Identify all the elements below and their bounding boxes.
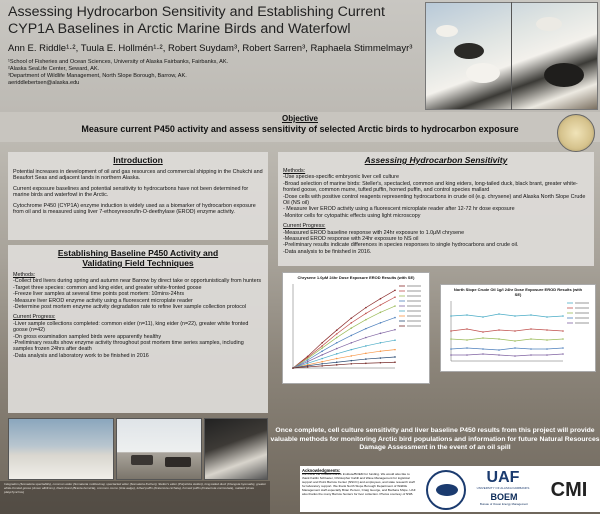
data-point: [365, 353, 367, 355]
bird-shape: [436, 25, 458, 37]
legend-label-placeholder: [575, 302, 589, 304]
data-point: [380, 312, 382, 314]
bird-shape: [536, 17, 562, 31]
logo-whale-shape: [436, 484, 458, 496]
data-point: [498, 349, 500, 351]
boem-logo: [478, 492, 530, 512]
data-point: [514, 340, 516, 342]
baseline-progress-label: Current Progress:: [13, 314, 56, 321]
affiliation-1: ¹School of Fisheries and Ocean Sciences, University of Alaska Fairbanks, Fairbanks, AK.: [8, 59, 229, 65]
photo-divider: [511, 2, 512, 110]
data-point: [514, 347, 516, 349]
data-point: [394, 329, 396, 331]
data-point: [466, 354, 468, 356]
boem-logo-subtext: Bureau of Ocean Energy Management: [480, 502, 528, 506]
objective-text: Measure current P450 activity and assess sensitivity of selected Arctic birds to hydrocarbon exposure: [81, 124, 519, 134]
conclusion-text: Once complete, cell culture sensitivity and liver baseline P450 results from this project will provide valuable methods for monitoring Arctic bird populations and information for future Natural Resources Damage Assessment in the event of an oil spill: [270, 427, 600, 452]
sensitivity-heading: Assessing Hydrocarbon Sensitivity: [364, 155, 508, 165]
legend-label-placeholder: [575, 307, 589, 309]
data-point: [482, 337, 484, 339]
data-point: [450, 348, 452, 350]
data-point: [514, 355, 516, 357]
uaf-logo-subtext: UNIVERSITY OF ALASKA FAIRBANKS: [476, 486, 530, 490]
data-point: [466, 314, 468, 316]
data-point: [466, 328, 468, 330]
sensitivity-progress-item: -Measured EROD response with 24hr exposure to NS oil: [283, 236, 419, 243]
legend-label-placeholder: [575, 312, 589, 314]
logos-panel: [420, 466, 600, 512]
data-point: [321, 347, 323, 349]
data-point: [350, 360, 352, 362]
legend-label-placeholder: [407, 320, 421, 322]
uaf-logo-text: UAF: [486, 469, 520, 486]
acknowledgments-heading: Acknowledgments:: [302, 468, 341, 473]
sealife-center-logo: [426, 470, 466, 510]
legend-label-placeholder: [407, 310, 421, 312]
baseline-progress-item: -Preliminary results show enzyme activity throughout post mortem time series samples, including samples frozen 24hrs after death: [13, 340, 244, 353]
data-point: [336, 353, 338, 355]
intro-paragraph: Current exposure baselines and potential sensitivity to hydrocarbons have not been determined for marine birds and waterfowl in the Arctic.: [13, 185, 249, 199]
legend-label-placeholder: [575, 317, 589, 319]
data-point: [336, 358, 338, 360]
data-point: [482, 353, 484, 355]
baseline-heading-line1: Establishing Baseline P450 Activity and: [57, 248, 219, 258]
data-point: [562, 353, 564, 355]
data-point: [307, 358, 309, 360]
cmi-logo: CMI: [550, 479, 588, 501]
data-point: [307, 362, 309, 364]
data-point: [546, 348, 548, 350]
contact-email: aeriddlebertsen@alaska.edu: [8, 80, 80, 86]
data-point: [530, 338, 532, 340]
data-point: [450, 354, 452, 356]
data-point: [336, 361, 338, 363]
data-point: [450, 338, 452, 340]
data-point: [350, 317, 352, 319]
data-point: [546, 316, 548, 318]
baseline-progress-item: -Data analysis and laboratory work to be finished in 2016: [13, 352, 149, 359]
chrysene-chart-plot: [283, 280, 429, 376]
data-point: [380, 342, 382, 344]
data-point: [562, 330, 564, 332]
legend-label-placeholder: [407, 315, 421, 317]
data-point: [321, 363, 323, 365]
data-point: [514, 315, 516, 317]
poster-title: Assessing Hydrocarbon Sensitivity and Establishing Current CYP1A Baselines in Arctic Marine Birds and Waterfowl: [8, 4, 385, 37]
data-point: [350, 327, 352, 329]
data-point: [450, 330, 452, 332]
data-point: [321, 358, 323, 360]
series-line-1: [451, 329, 563, 332]
affiliation-3: ³Department of Wildlife Management, North Slope Borough, Barrow, AK.: [8, 73, 187, 79]
data-point: [394, 361, 396, 363]
legend-label-placeholder: [575, 322, 589, 324]
data-point: [365, 307, 367, 309]
sensitivity-method-item: -Broad selection of marine birds: Steller's, spectacled, common and king eiders, long-tailed duck, black brant, greater white-fronted goose, common murre, tufted puffin, horned puffin, and control species mallard: [283, 180, 578, 194]
chart-title: Chrysene 1.0μM 24hr Dose Exposure EROD Results (with SE): [297, 275, 415, 280]
data-point: [321, 354, 323, 356]
data-point: [292, 367, 294, 369]
data-point: [546, 339, 548, 341]
baseline-progress-item: -Liver sample collections completed: common eider (n=11), king eider (n=22), greater white fronted goose (n=42): [13, 320, 249, 334]
cell-culture-micrograph: [557, 114, 595, 152]
chart-title: North Slope Crude Oil 1g/l 24hr Dose Exposure EROD Results (with SE): [453, 287, 583, 297]
bird-shape: [544, 63, 584, 87]
intro-paragraph: Cytochrome P450 (CYP1A) enzyme induction is widely used as a biomarker of hydrocarbon exposure from oil and is measured using liver 7-ethoxyresorufin-O-deethylase (EROD) enzyme activity.: [13, 202, 256, 216]
data-point: [546, 354, 548, 356]
vehicle-shape: [131, 455, 153, 465]
sensitivity-section: [278, 152, 594, 266]
uaf-logo: [472, 470, 534, 492]
data-point: [450, 315, 452, 317]
series-line-5: [293, 340, 395, 368]
data-point: [350, 322, 352, 324]
legend-label-placeholder: [407, 300, 421, 302]
data-point: [498, 329, 500, 331]
data-point: [466, 339, 468, 341]
tundra-landscape-photo: [8, 418, 114, 480]
data-point: [530, 328, 532, 330]
data-point: [336, 333, 338, 335]
species-caption: Integration (Somateria spectabilis), common eider (Somateria mollissima), spectacled eider (Somateria fischeri), Steller's eider (Polysticta stelleri), long-tailed duck (Clangula hyemalis), greater white-fronted goose (Anser albifrons), black brant (Branta bernicla), common murre (Uria aalge), tufted puffin (Fratercula cirrhata), horned puffin (Fratercula corniculata), mallard (Anas platyrhynchos): [0, 481, 270, 514]
sensitivity-methods-label: Methods:: [283, 168, 306, 174]
data-point: [350, 335, 352, 337]
data-point: [562, 338, 564, 340]
data-point: [394, 317, 396, 319]
data-point: [336, 337, 338, 339]
data-point: [350, 355, 352, 357]
legend-label-placeholder: [407, 305, 421, 307]
chrysene-chart: [282, 272, 430, 384]
field-vehicles-photo: [116, 418, 202, 480]
vehicle-shape: [165, 457, 191, 467]
sensitivity-method-item: -Dose cells with positive control reagents representing hydrocarbons in crude oil (e.g. chrysene) and Alaska North Slope Crude Oil (NS oil): [283, 193, 586, 207]
data-point: [336, 364, 338, 366]
acknowledgments-box: [300, 466, 420, 512]
series-line-4: [293, 330, 395, 368]
baseline-progress-item: -On gross examination sampled birds were apparently healthy: [13, 333, 162, 340]
data-point: [394, 305, 396, 307]
bird-shape: [454, 43, 484, 59]
baseline-method-item: -Freeze liver samples at several time points post mortem: 10mins-24hrs: [13, 291, 185, 298]
bird-shape: [466, 63, 500, 83]
data-point: [350, 349, 352, 351]
data-point: [321, 361, 323, 363]
baseline-method-item: -Collect bird livers during spring and autumn near Barrow by direct take or opportunistically from hunters: [13, 278, 262, 285]
data-point: [321, 345, 323, 347]
data-point: [482, 316, 484, 318]
data-point: [336, 329, 338, 331]
series-line-2: [451, 338, 563, 341]
sensitivity-method-item: -Monitor cells for cytopathic effects using light microscopy: [283, 212, 421, 219]
intro-paragraph: Potential increases in development of oil and gas resources and commercial shipping in the Chukchi and Beaufort Seas and adjacent lands in northern Alaska.: [13, 169, 263, 182]
data-point: [380, 357, 382, 359]
objective-heading: Objective: [281, 114, 318, 123]
data-point: [380, 350, 382, 352]
legend-label-placeholder: [407, 325, 421, 327]
sensitivity-progress-item: -Measured EROD baseline response with 24hr exposure to 1.0μM chrysene: [283, 229, 465, 236]
data-point: [530, 314, 532, 316]
data-point: [394, 339, 396, 341]
authors-line: Ann E. Riddle¹·², Tuula E. Hollmén¹·², Robert Suydam³, Robert Sarren³, Raphaela Stimmelmayr³: [8, 43, 413, 54]
baseline-heading-line2: Validating Field Techniques: [82, 258, 194, 268]
data-point: [380, 298, 382, 300]
data-point: [394, 356, 396, 358]
data-point: [336, 342, 338, 344]
boem-logo-text: BOEM: [490, 492, 518, 502]
data-point: [498, 354, 500, 356]
sensitivity-progress-label: Current Progress:: [283, 223, 326, 230]
data-point: [530, 348, 532, 350]
introduction-section: [8, 152, 268, 240]
data-point: [482, 348, 484, 350]
data-point: [394, 290, 396, 292]
data-point: [307, 361, 309, 363]
data-point: [380, 322, 382, 324]
affiliations: [8, 59, 308, 87]
data-point: [365, 362, 367, 364]
ns-oil-chart-plot: [441, 297, 595, 369]
data-point: [546, 329, 548, 331]
data-point: [466, 347, 468, 349]
baseline-method-item: -Target three species: common and king eider, and greater white-fronted goose: [13, 284, 202, 291]
baseline-section: [8, 245, 268, 413]
data-point: [307, 359, 309, 361]
sensitivity-progress-item: -Preliminary results indicate differences in species responses to single hydrocarbons and crude oil.: [283, 242, 519, 249]
baseline-methods-label: Methods:: [13, 272, 36, 278]
series-line-0: [451, 314, 563, 317]
baseline-method-item: -Determine post mortem enzyme activity degradation rate to refine liver sample collection protocol: [13, 304, 247, 311]
data-point: [321, 350, 323, 352]
data-point: [530, 354, 532, 356]
data-point: [562, 315, 564, 317]
data-point: [336, 348, 338, 350]
data-point: [380, 333, 382, 335]
introduction-heading: Introduction: [113, 155, 163, 165]
data-point: [380, 304, 382, 306]
data-point: [321, 365, 323, 367]
data-point: [394, 349, 396, 351]
lab-work-photo: [204, 418, 268, 480]
legend-label-placeholder: [407, 285, 421, 287]
legend-label-placeholder: [407, 295, 421, 297]
data-point: [394, 296, 396, 298]
baseline-method-item: -Measure liver EROD enzyme activity using a fluorescent microplate reader: [13, 297, 193, 304]
acknowledgments-text: We thank the Coastal Marine Institute/BOEM for funding. We would also like to thank Kaitlin Schlueter, Christopher Cahill and Wave Management for logistical support and Point Barrow Center (NSCC) and employees, and state research staff for laboratory support. We thank North Slope Borough Department of Wildlife Management staff especially Brian Person, Craig George, and Barbara Shipe. UAF also thanks the many Barrow hunters for liver collection. Photos courtesy of NSB.: [302, 472, 416, 496]
data-point: [365, 337, 367, 339]
data-point: [380, 362, 382, 364]
objective-bar: [0, 112, 600, 142]
data-point: [514, 330, 516, 332]
data-point: [482, 331, 484, 333]
data-point: [365, 328, 367, 330]
data-point: [307, 366, 309, 368]
data-point: [365, 345, 367, 347]
ns-oil-chart: [440, 284, 596, 372]
data-point: [321, 342, 323, 344]
sensitivity-method-item: - Measure liver EROD activity using a fluorescent microplate reader after 12-72 hr dose exposure: [283, 206, 515, 213]
data-point: [365, 319, 367, 321]
data-point: [562, 347, 564, 349]
data-point: [365, 313, 367, 315]
data-point: [350, 342, 352, 344]
sensitivity-progress-item: -Data analysis to be finished in 2016.: [283, 248, 372, 255]
legend-label-placeholder: [407, 290, 421, 292]
data-point: [498, 313, 500, 315]
data-point: [350, 363, 352, 365]
data-point: [498, 338, 500, 340]
sensitivity-method-item: -Use species-specific embryonic liver cell culture: [283, 174, 399, 181]
affiliation-2: ²Alaska SeaLife Center, Seward, AK.: [8, 66, 100, 72]
data-point: [365, 358, 367, 360]
